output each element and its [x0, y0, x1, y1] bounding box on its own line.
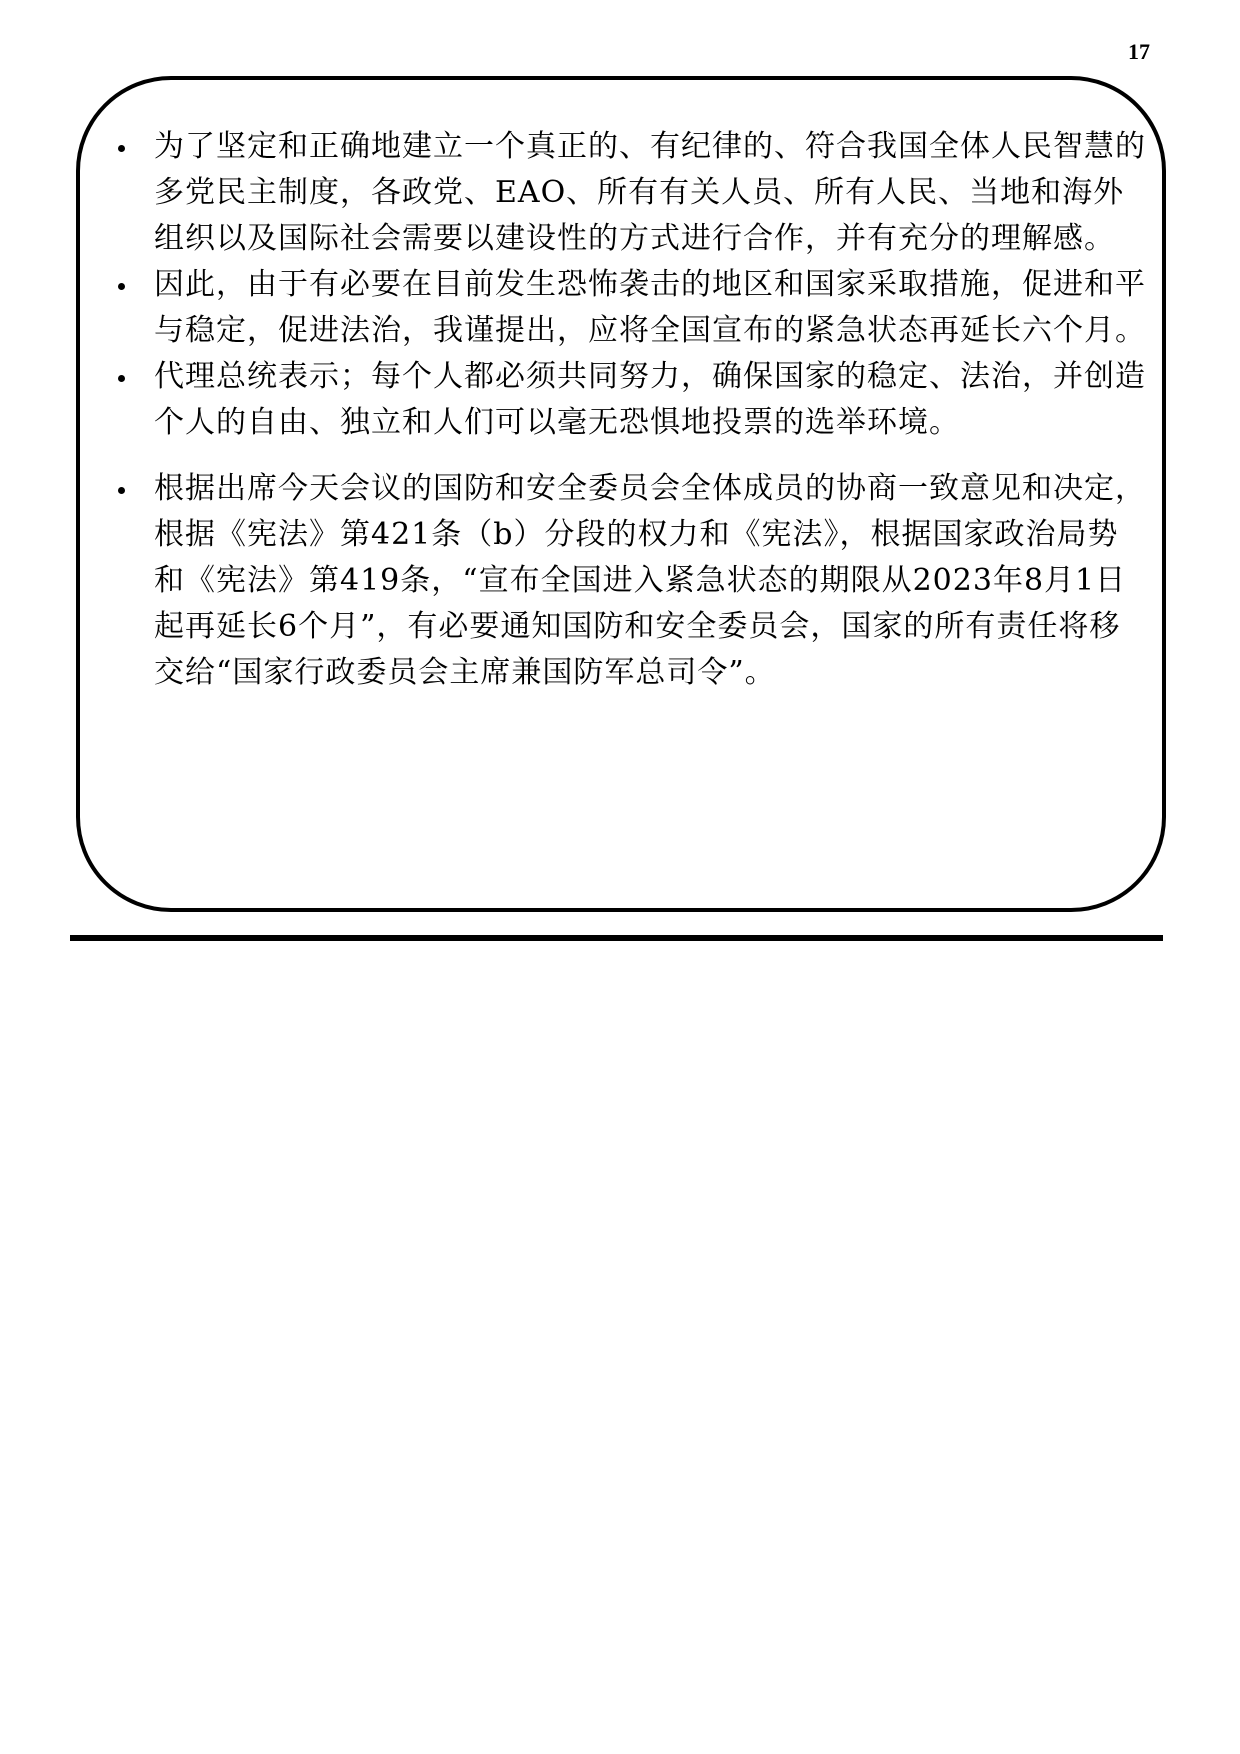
bullet-dot-icon — [118, 375, 125, 382]
bullet-text: 代理总统表示；每个人都必须共同努力，确保国家的稳定、法治，并创造个人的自由、独立和人们可以毫无恐惧地投票的选举环境。 — [154, 359, 1146, 440]
bullet-list — [108, 124, 1148, 696]
bullet-dot-icon — [118, 487, 125, 494]
bullet-dot-icon — [118, 283, 125, 290]
bullet-item — [108, 262, 1148, 354]
page-number: 17 — [1128, 39, 1150, 64]
bullet-text: 根据出席今天会议的国防和安全委员会全体成员的协商一致意见和决定，根据《宪法》第421条（b）分段的权力和《宪法》，根据国家政治局势和《宪法》第419条，“宣布全国进入紧急状态的期限从2023年8月1日起再延长6个月”，有必要通知国防和安全委员会，国家的所有责任将移交给“国家行政委员会主席兼国防军总司令”。 — [154, 471, 1146, 690]
bullet-text: 因此，由于有必要在目前发生恐怖袭击的地区和国家采取措施，促进和平与稳定，促进法治，我谨提出，应将全国宣布的紧急状态再延长六个月。 — [154, 267, 1146, 348]
bullet-item — [108, 354, 1148, 446]
bullet-item — [108, 124, 1148, 262]
bullet-item — [108, 466, 1148, 696]
horizontal-rule — [70, 935, 1163, 941]
bullet-text: 为了坚定和正确地建立一个真正的、有纪律的、符合我国全体人民智慧的多党民主制度，各政党、EAO、所有有关人员、所有人民、当地和海外组织以及国际社会需要以建设性的方式进行合作，并有充分的理解感。 — [154, 129, 1146, 256]
bullet-dot-icon — [118, 145, 125, 152]
